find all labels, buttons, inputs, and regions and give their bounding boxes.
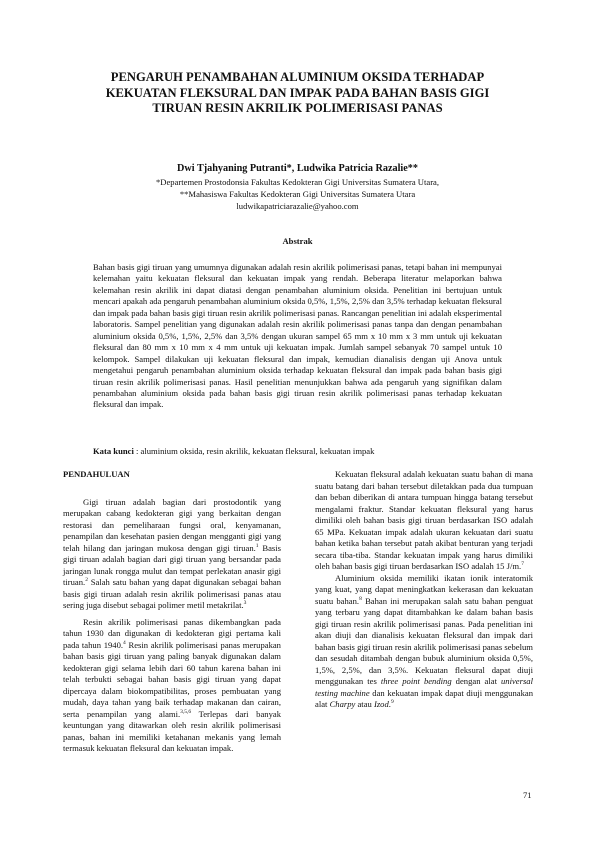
author-email: ludwikapatriciarazalie@yahoo.com: [236, 201, 359, 211]
paragraph-1: Gigi tiruan adalah bagian dari prostodontik yang merupakan cabang kedokteran gigi yang berkaitan dengan restorasi dan pemeliharaan fungsi oral, kenyamanan, penampilan dan kesehatan pasien dengan mengganti gigi yang telah hilang dan jaringan mukosa dengan gigi tiruan.$^1$ Basis gigi tiruan adalah bagian dari gigi tiruan yang bersandar pada jaringan lunak rongga mulut dan tempat perlekatan anasir gigi tiruan.$^2$ Salah satu bahan yang dapat digunakan sebagai bahan basis gigi tiruan adalah resin akrilik polimerisasi panas atau sering juga disebut sebagai polimer metil metakrilat.$^3$: [63, 496, 281, 610]
affiliation-1: *Departemen Prostodonsia Fakultas Kedokteran Gigi Universitas Sumatera Utara,: [155, 177, 440, 187]
keywords-text: : aluminium oksida, resin akrilik, kekuatan fleksural, kekuatan impak: [136, 446, 375, 456]
keywords-label: Kata kunci: [93, 446, 134, 456]
left-column: [63, 469, 281, 755]
affiliations: [60, 176, 535, 212]
paragraph-2: Resin akrilik polimerisasi panas dikembangkan pada tahun 1930 dan digunakan di kedokteran gigi pertama kali pada tahun 1940.$^4$ Resin akrilik polimerisasi panas merupakan bahan basis gigi tiruan yang paling banyak digunakan dalam kedokteran gigi selama lebih dari 60 tahun karena bahan ini telah terbukti sebagai bahan basis gigi tiruan yang dapat dipercaya dalam biokompatibilitas, proses pembuatan yang mudah, daya tahan yang baik terhadap makanan dan cairan, serta penampilan yang alami.$^{3,5,6}$ Terlepas dari banyak keuntungan yang ditawarkan oleh resin akrilik polimerisasi panas, bahan ini memiliki ketahanan mekanis yang lemah termasuk kekuatan fleksural dan kekuatan impak.: [63, 616, 281, 753]
affiliation-2: **Mahasiswa Fakultas Kedokteran Gigi Universitas Sumatera Utara: [179, 189, 416, 199]
abstract-body: Bahan basis gigi tiruan yang umumnya digunakan adalah resin akrilik polimerisasi panas, tetapi bahan ini mempunyai kelemahan yaitu kekuatan fleksural dan kekuatan impak yang rendah. Beberapa literatur melaporkan bahwa kelemahan resin akrilik ini dapat diatasi dengan penambahan aluminium oksida. Penelitian ini bertujuan untuk mencari apakah ada pengaruh penambahan aluminium oksida 0,5%, 1,5%, 2,5% dan 3,5% terhadap kekuatan fleksural dan impak pada bahan basis gigi tiruan resin akrilik polimerisasi panas. Rancangan penelitian ini adalah eksperimental laboratoris. Sampel penelitian yang digunakan adalah resin akrilik polimerisasi panas tanpa dan dengan penambahan aluminium oksida 0,5%, 1,5%, 2,5% dan 3,5% dengan ukuran sampel 65 mm x 10 mm x 3 mm untuk uji kekuatan fleksural dan 80 mm x 10 mm x 4 mm untuk uji kekuatan impak. Jumlah sampel sebanyak 70 sampel untuk 10 kelompok. Sampel dilakukan uji kekuatan fleksural dan impak, kemudian dianalisis dengan uji Anova untuk mengetahui pengaruh penambahan aluminium oksida terhadap kekuatan fleksural dan impak pada bahan basis gigi tiruan resin akrilik polimerisasi panas. Hasil penelitian menunjukkan bahwa ada pengaruh yang signifikan dalam penambahan aluminium oksida pada bahan basis gigi tiruan resin akrilik polimerisasi panas terhadap kekuatan fleksural dan impak.: [93, 262, 502, 410]
paper-title: PENGARUH PENAMBAHAN ALUMINIUM OKSIDA TERHADAP KEKUATAN FLEKSURAL DAN IMPAK PADA BAHAN BASIS GIGI TIRUAN RESIN AKRILIK POLIMERISASI PANAS: [105, 70, 490, 115]
abstract-heading: Abstrak: [282, 236, 313, 246]
keywords: [93, 446, 502, 456]
paragraph-3: Kekuatan fleksural adalah kekuatan suatu bahan di mana suatu batang dari bahan tersebut diletakkan pada dua tumpuan dan beban diberikan di antara tumpuan hingga batang tersebut mengalami fraktur. Standar kekuatan fleksural yang harus dimiliki oleh bahan basis gigi tiruan berdasarkan ISO adalah 65 MPa. Kekuatan impak adalah ukuran kekuatan dari suatu bahan ketika bahan tersebut patah akibat benturan yang terjadi secara tiba-tiba. Standar kekuatan impak yang harus dimiliki oleh bahan basis gigi tiruan berdasarkan ISO adalah 15 J/m.$^7$: [315, 469, 533, 571]
section-heading: PENDAHULUAN: [63, 469, 130, 479]
right-column: [315, 469, 533, 711]
authors: Dwi Tjahyaning Putranti*, Ludwika Patricia Razalie**: [177, 163, 418, 174]
page-number: 71: [523, 790, 532, 800]
paragraph-4: Aluminium oksida memiliki ikatan ionik interatomik yang kuat, yang dapat meningkatkan kekerasan dan kekuatan suatu bahan.$^8$ Bahan ini merupakan salah satu bahan penguat yang terbaru yang dapat ditambahkan ke dalam bahan basis gigi tiruan resin akrilik polimerisasi panas. Pada penelitian ini akan diuji dan dianalisis kekuatan fleksural dan impak dari bahan basis gigi tiruan resin akrilik polimerisasi panas sebelum dan sesudah ditambah dengan bubuk aluminium oksida 0,5%, 1,5%, 2,5%, dan 3,5%. Kekuatan fleksural dapat diuji menggunakan tes three point bending dengan alat universal testing machine dan kekuatan impak dapat diuji menggunakan alat Charpy atau Izod.$^9$: [315, 572, 533, 709]
